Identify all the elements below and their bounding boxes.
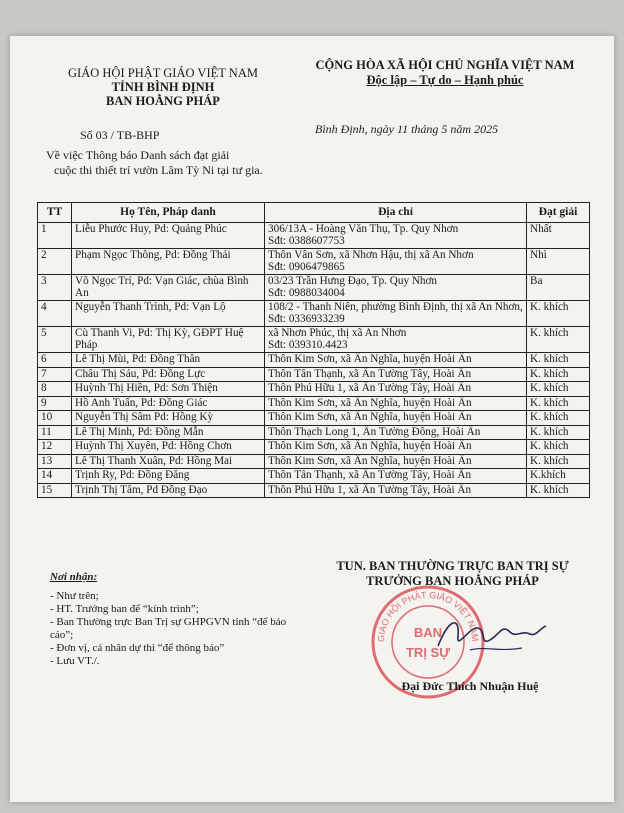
recipient-item: - Đơn vị, cá nhân dự thi “để thông báo” <box>50 642 225 654</box>
dept-name: BAN HOẰNG PHÁP <box>106 94 220 108</box>
row-tt: 3 <box>38 275 72 301</box>
row-prize: K. khích <box>527 327 590 353</box>
row-address-text: Thôn Kim Sơn, xã Ân Nghĩa, huyện Hoài Ân <box>268 396 472 409</box>
recipient-item: - HT. Trưởng ban để “kính trình”; <box>50 603 199 615</box>
row-prize: K. khích <box>527 483 590 498</box>
signer-name: Đại Đức Thích Nhuận Huệ <box>401 679 539 693</box>
document-page <box>10 36 614 802</box>
row-tt: 8 <box>38 382 72 397</box>
row-name: Lê Thị Mùi, Pd: Đồng Thân <box>72 353 265 368</box>
row-address <box>265 353 527 368</box>
row-prize: Nhì <box>527 249 590 275</box>
row-prize: K.khích <box>527 469 590 484</box>
province-name: TỈNH BÌNH ĐỊNH <box>111 80 215 94</box>
header-name: Họ Tên, Pháp danh <box>72 203 265 223</box>
row-tt: 13 <box>38 454 72 469</box>
row-prize: K. khích <box>527 301 590 327</box>
row-tt: 15 <box>38 483 72 498</box>
signature-title-line-2: TRƯỞNG BAN HOẰNG PHÁP <box>366 574 539 588</box>
row-prize: K. khích <box>527 353 590 368</box>
row-address-text: Thôn Thạch Long 1, Ân Tường Đông, Hoài Ân <box>268 425 481 438</box>
row-phone: Sđt: 0988034004 <box>268 286 345 299</box>
row-address-text: Thôn Phú Hữu 1, xã Ân Tường Tây, Hoài Ân <box>268 382 472 394</box>
row-address-text: Thôn Kim Sơn, xã Ân Nghĩa, huyện Hoài Ân <box>268 411 472 423</box>
row-tt: 9 <box>38 396 72 411</box>
row-name: Phạm Ngọc Thông, Pd: Đồng Thái <box>72 249 265 275</box>
table-row <box>38 411 590 426</box>
row-tt: 12 <box>38 440 72 455</box>
table-row <box>38 367 590 382</box>
header-right <box>300 58 590 88</box>
table-header-row <box>38 203 590 223</box>
table-row <box>38 275 590 301</box>
row-tt: 5 <box>38 327 72 353</box>
document-subject <box>46 148 426 178</box>
row-address <box>265 223 527 249</box>
row-address-text: 03/23 Trần Hưng Đạo, Tp. Quy Nhơn <box>268 275 438 287</box>
subject-line-2: cuộc thi thiết trí vườn Lâm Tỳ Ni tại tư gia. <box>54 163 263 177</box>
header-prize: Đạt giải <box>527 203 590 223</box>
row-address <box>265 425 527 440</box>
row-address <box>265 411 527 426</box>
recipients-title: Nơi nhận: <box>50 571 98 583</box>
row-address <box>265 440 527 455</box>
row-address <box>265 367 527 382</box>
signature-title-line-1: TUN. BAN THƯỜNG TRỰC BAN TRỊ SỰ <box>336 559 569 573</box>
svg-text:GIÁO HỘI PHẬT GIÁO VIỆT NAM: GIÁO HỘI PHẬT GIÁO VIỆT NAM <box>375 589 481 643</box>
recipient-item: - Lưu VT./. <box>50 655 100 667</box>
nation-name: CỘNG HÒA XÃ HỘI CHỦ NGHĨA VIỆT NAM <box>315 58 575 72</box>
row-phone: Sđt: 0388607753 <box>268 234 345 247</box>
row-address <box>265 327 527 353</box>
row-name: Trịnh Thị Tâm, Pd Đồng Đạo <box>72 483 265 498</box>
document-number: Số 03 / TB-BHP <box>80 128 160 142</box>
handwritten-signature <box>430 606 550 666</box>
row-name: Lê Thị Minh, Pd: Đồng Mẫn <box>72 425 265 440</box>
recipients-block <box>50 571 300 668</box>
row-address-text: Thôn Kim Sơn, xã Ân Nghĩa, huyện Hoài Ân <box>268 440 472 452</box>
table-row <box>38 396 590 411</box>
org-name: GIÁO HỘI PHẬT GIÁO VIỆT NAM <box>68 66 258 80</box>
row-address-text: Thôn Tân Thạnh, xã Ân Tường Tây, Hoài Ân <box>268 469 472 481</box>
header-address: Địa chỉ <box>265 203 527 223</box>
row-address <box>265 382 527 397</box>
row-tt: 10 <box>38 411 72 426</box>
winners-table <box>37 202 590 498</box>
row-address-text: 108/2 - Thanh Niên, phường Bình Định, thị xã An Nhơn, Sđt: 0336933239 <box>268 301 523 325</box>
row-prize: K. khích <box>527 382 590 397</box>
row-name: Nguyễn Thị Sâm Pd: Hồng Kỳ <box>72 411 265 426</box>
row-address-text: Thôn Tân Thạnh, xã Ân Tường Tây, Hoài Ân <box>268 367 472 380</box>
table-row <box>38 327 590 353</box>
row-phone: Sđt: 039310.4423 <box>268 338 348 351</box>
row-tt: 4 <box>38 301 72 327</box>
row-address <box>265 275 527 301</box>
row-address-text: 306/13A - Hoàng Văn Thụ, Tp. Quy Nhơn <box>268 223 459 235</box>
table-row <box>38 469 590 484</box>
row-tt: 14 <box>38 469 72 484</box>
row-prize: K. khích <box>527 454 590 469</box>
row-name: Cù Thanh Vi, Pd: Thị Kỳ, GĐPT Huệ Pháp <box>72 327 265 353</box>
row-prize: K. khích <box>527 425 590 440</box>
row-tt: 7 <box>38 367 72 382</box>
row-phone: Sđt: 0906479865 <box>268 260 345 273</box>
row-name: Hồ Anh Tuấn, Pd: Đồng Giác <box>72 396 265 411</box>
row-name: Nguyễn Thanh Trình, Pd: Vạn Lộ <box>72 301 265 327</box>
row-address <box>265 454 527 469</box>
row-tt: 11 <box>38 425 72 440</box>
header-tt: TT <box>38 203 72 223</box>
svg-text:BAN: BAN <box>413 625 443 640</box>
row-address-text: Thôn Kim Sơn, xã Ân Nghĩa, huyện Hoài Ân <box>268 454 472 467</box>
table-row <box>38 454 590 469</box>
table-row <box>38 301 590 327</box>
national-motto: Độc lập – Tự do – Hạnh phúc <box>366 73 524 87</box>
table-row <box>38 249 590 275</box>
row-tt: 2 <box>38 249 72 275</box>
row-prize: K. khích <box>527 367 590 382</box>
row-name: Châu Thị Sáu, Pd: Đồng Lực <box>72 367 265 382</box>
row-name: Liễu Phước Huy, Pd: Quảng Phúc <box>72 223 265 249</box>
table-row <box>38 382 590 397</box>
row-prize: K. khích <box>527 440 590 455</box>
row-tt: 6 <box>38 353 72 368</box>
table-row <box>38 425 590 440</box>
svg-text:TRỊ SỰ: TRỊ SỰ <box>405 645 451 660</box>
row-address-text: Thôn Vân Sơn, xã Nhơn Hậu, thị xã An Nhơn <box>268 249 474 261</box>
row-name: Lê Thị Thanh Xuân, Pd: Hồng Mai <box>72 454 265 469</box>
table-row <box>38 223 590 249</box>
row-name: Võ Ngọc Trí, Pd: Vạn Giác, chùa Bình An <box>72 275 265 301</box>
row-address <box>265 483 527 498</box>
row-address <box>265 469 527 484</box>
row-address-text: Thôn Kim Sơn, xã Ân Nghĩa, huyện Hoài Ân <box>268 353 472 365</box>
row-address <box>265 396 527 411</box>
document-date: Bình Định, ngày 11 tháng 5 năm 2025 <box>315 122 499 136</box>
row-name: Trịnh Ry, Pd: Đồng Đăng <box>72 469 265 484</box>
recipient-item: - Như trên; <box>50 590 99 602</box>
row-name: Huỳnh Thị Xuyên, Pd: Hồng Chơn <box>72 440 265 455</box>
row-prize: K. khích <box>527 411 590 426</box>
row-address <box>265 249 527 275</box>
row-prize: K. khích <box>527 396 590 411</box>
table-row <box>38 483 590 498</box>
recipient-item: - Ban Thường trực Ban Trị sự GHPGVN tỉnh “để báo cáo”; <box>50 616 287 641</box>
table-row <box>38 440 590 455</box>
row-address-text: xã Nhơn Phúc, thị xã An Nhơn <box>268 327 407 339</box>
row-tt: 1 <box>38 223 72 249</box>
row-prize: Ba <box>527 275 590 301</box>
row-address <box>265 301 527 327</box>
row-prize: Nhất <box>527 223 590 249</box>
row-name: Huỳnh Thị Hiền, Pd: Sơn Thiện <box>72 382 265 397</box>
table-row <box>38 353 590 368</box>
subject-line-1: Về việc Thông báo Danh sách đạt giải <box>46 148 230 162</box>
header-left <box>48 66 278 108</box>
row-address-text: Thôn Phú Hữu 1, xã Ân Tường Tây, Hoài Ân <box>268 483 472 496</box>
